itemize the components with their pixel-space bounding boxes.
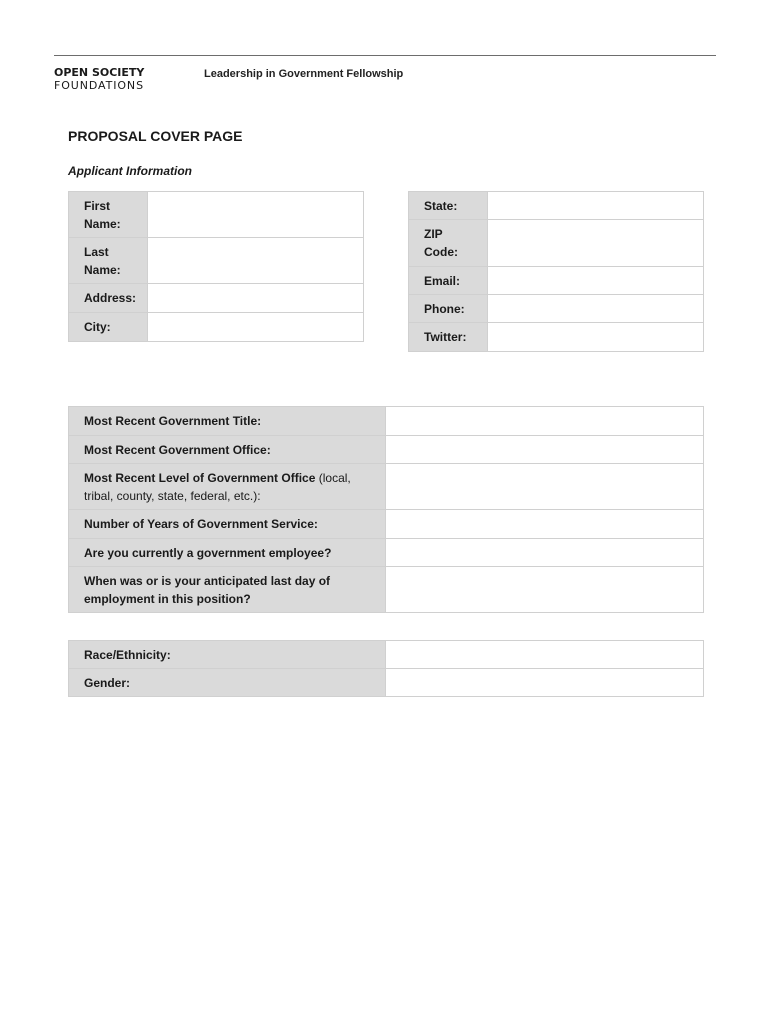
state-field[interactable]: [488, 192, 704, 220]
open-society-logo: [54, 66, 164, 92]
email-field[interactable]: [488, 267, 704, 295]
form-row-city: [69, 313, 364, 342]
form-row-government-level: [69, 464, 704, 510]
government-office-label: Most Recent Government Office:: [69, 436, 386, 464]
current-employee-label: Are you currently a government employee?: [69, 539, 386, 567]
address-field[interactable]: [148, 284, 364, 313]
phone-label: Phone:: [409, 295, 488, 323]
header-rule: [54, 55, 716, 56]
race-ethnicity-label: Race/Ethnicity:: [69, 641, 386, 669]
applicant-info-right-table: [408, 191, 704, 352]
address-label: Address:: [69, 284, 148, 313]
applicant-info-left-table: [68, 191, 364, 342]
last-name-label: Last Name:: [69, 238, 148, 284]
email-label: Email:: [409, 267, 488, 295]
twitter-field[interactable]: [488, 323, 704, 352]
last-name-field[interactable]: [148, 238, 364, 284]
years-of-service-label: Number of Years of Government Service:: [69, 510, 386, 539]
form-row-address: [69, 284, 364, 313]
phone-field[interactable]: [488, 295, 704, 323]
government-level-label-main: Most Recent Level of Government Office: [84, 470, 316, 485]
government-level-field[interactable]: [386, 464, 704, 510]
government-title-field[interactable]: [386, 407, 704, 436]
city-label: City:: [69, 313, 148, 342]
government-service-table: [68, 406, 704, 613]
zip-code-field[interactable]: [488, 220, 704, 267]
gender-label: Gender:: [69, 669, 386, 697]
twitter-label: Twitter:: [409, 323, 488, 352]
demographics-table: [68, 640, 704, 697]
gender-field[interactable]: [386, 669, 704, 697]
form-row-first-name: [69, 192, 364, 238]
state-label: State:: [409, 192, 488, 220]
government-level-label: [69, 464, 386, 510]
form-row-twitter: [409, 323, 704, 352]
logo-line-2: FOUNDATIONS: [54, 79, 144, 92]
first-name-field[interactable]: [148, 192, 364, 238]
form-row-gender: [69, 669, 704, 697]
government-office-field[interactable]: [386, 436, 704, 464]
zip-code-label: ZIP Code:: [409, 220, 488, 267]
form-row-email: [409, 267, 704, 295]
form-row-state: [409, 192, 704, 220]
program-name: Leadership in Government Fellowship: [204, 68, 404, 80]
years-of-service-field[interactable]: [386, 510, 704, 539]
first-name-label: First Name:: [69, 192, 148, 238]
form-row-government-office: [69, 436, 704, 464]
page-title: PROPOSAL COVER PAGE: [68, 128, 243, 144]
form-row-government-title: [69, 407, 704, 436]
form-row-zip-code: [409, 220, 704, 267]
last-day-label: When was or is your anticipated last day of employment in this position?: [69, 567, 386, 613]
government-level-label-note: (local, tribal, county, state, federal, etc.):: [84, 470, 351, 503]
section-title-applicant-information: Applicant Information: [68, 164, 192, 178]
form-row-last-day: [69, 567, 704, 613]
logo-line-1: OPEN SOCIETY: [54, 66, 145, 79]
government-title-label: Most Recent Government Title:: [69, 407, 386, 436]
last-day-field[interactable]: [386, 567, 704, 613]
current-employee-field[interactable]: [386, 539, 704, 567]
city-field[interactable]: [148, 313, 364, 342]
form-row-current-employee: [69, 539, 704, 567]
form-row-last-name: [69, 238, 364, 284]
form-row-years-of-service: [69, 510, 704, 539]
form-row-race-ethnicity: [69, 641, 704, 669]
form-row-phone: [409, 295, 704, 323]
race-ethnicity-field[interactable]: [386, 641, 704, 669]
